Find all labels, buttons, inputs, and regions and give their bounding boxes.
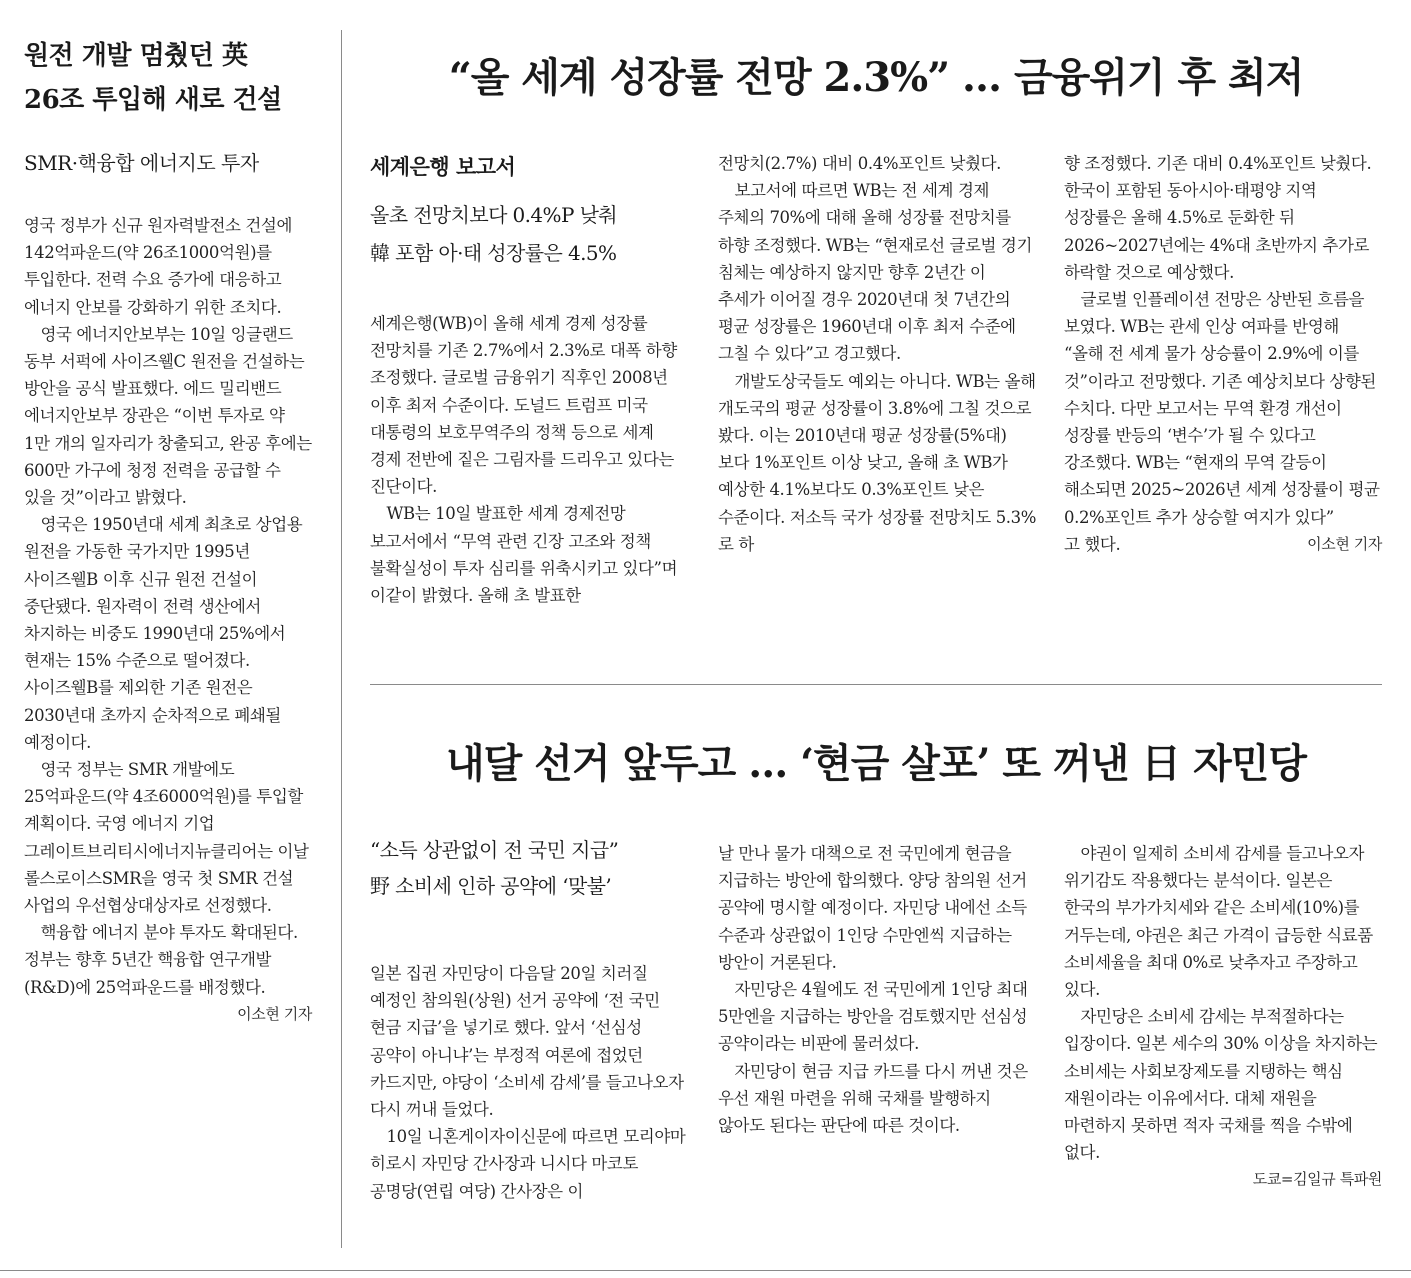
top-article-paragraph: WB는 10일 발표한 세계 경제전망 보고서에서 “무역 관련 긴장 고조와 정책 불확실성이 투자 심리를 위축시키고 있다”며 이같이 밝혔다. 올해 초 발표한 [370, 504, 678, 606]
top-article-paragraph: 글로벌 인플레이션 전망은 상반된 흐름을 보였다. WB는 관세 인상 여파를 반영해 “올해 전 세계 물가 상승률이 2.9%에 이를 것”이라고 전망했다. 기존 예상치보다 상향된 수치다. 다만 보고서는 무역 환경 개선이 성장률 반등의 ‘변수’가 될 수 있다고 강조했다. WB는 “현재의 무역 갈등이 해소되면 2025~2026년 세계 성장률이 평균 0.2%포인트 추가 상승할 여지가 있다” [1064, 290, 1380, 527]
bottom-article-subhead-line2: 野 소비세 인하 공약에 ‘맞불’ [370, 874, 612, 898]
bottom-article-paragraph: 자민당은 소비세 감세는 부적절하다는 입장이다. 일본 세수의 30% 이상을 차지하는 소비세는 사회보장제도를 지탱하는 핵심 재원이라는 이유에서다. 대체 재원을 마련하지 못하면 적자 국채를 찍을 수밖에 없다. [1064, 1007, 1378, 1163]
article-divider [370, 684, 1382, 685]
left-article-body [24, 212, 312, 1028]
bottom-article-paragraph: 날 만나 물가 대책으로 전 국민에게 현금을 지급하는 방안에 합의했다. 양당 참의원 선거 공약에 명시할 예정이다. 자민당 내에선 소득 수준과 상관없이 1인당 수만엔씩 지급하는 방안이 거론된다. [718, 844, 1027, 972]
top-article-byline: 이소현 기자 [1307, 534, 1382, 553]
bottom-article-paragraph: 자민당이 현금 지급 카드를 다시 꺼낸 것은 우선 재원 마련을 위해 국채를 발행하지 않아도 된다는 판단에 따른 것이다. [718, 1061, 1028, 1136]
column-divider [341, 30, 342, 1248]
top-article-subhead [370, 196, 690, 272]
top-article-column-3 [1064, 150, 1382, 558]
top-article-paragraph: 향 조정했다. 기존 대비 0.4%포인트 낮췄다. 한국이 포함된 동아시아·태평양 지역 성장률은 올해 4.5%로 둔화한 뒤 2026~2027년에는 4%대 초반까지 추가로 하락할 것으로 예상했다. [1064, 154, 1372, 282]
top-article-last-row [1064, 531, 1382, 558]
top-article-subhead-line1: 올초 전망치보다 0.4%P 낮춰 [370, 203, 618, 227]
left-article-subtitle: SMR·핵융합 에너지도 투자 [24, 151, 259, 175]
bottom-article-column-2 [718, 840, 1036, 1139]
left-article-headline-line1: 원전 개발 멈췄던 英 [24, 41, 248, 71]
left-article-paragraph: 영국 정부가 신규 원자력발전소 건설에 142억파운드(약 26조1000억원)를 투입한다. 전력 수요 증가에 대응하고 에너지 안보를 강화하기 위한 조치다. [24, 216, 293, 317]
top-article-paragraph: 보고서에 따르면 WB는 전 세계 경제 주체의 70%에 대해 올해 성장률 전망치를 하향 조정했다. WB는 “현재로선 글로벌 경기 침체는 예상하지 않지만 향후 2년간 이 추세가 이어질 경우 2020년대 첫 7년간의 평균 성장률은 1960년대 이후 최저 수준에 그칠 수 있다”고 경고했다. [718, 181, 1033, 364]
bottom-article-subhead-line1: “소득 상관없이 전 국민 지급” [370, 838, 619, 862]
top-article-label: 세계은행 보고서 [370, 154, 516, 179]
left-article-paragraph: 영국 에너지안보부는 10일 잉글랜드 동부 서퍽에 사이즈웰C 원전을 건설하는 방안을 공식 발표했다. 에드 밀리밴드 에너지안보부 장관은 “이번 투자로 약 1만 개의 일자리가 창출되고, 완공 후에는 600만 가구에 청정 전력을 공급할 수 있을 것”이라고 밝혔다. [24, 324, 312, 508]
left-article-last-row [24, 919, 312, 1001]
top-article-closing-text: 고 했다. [1064, 534, 1121, 554]
bottom-article-column-3 [1064, 840, 1382, 1194]
top-article-subhead-line2: 韓 포함 아·태 성장률은 4.5% [370, 241, 617, 265]
left-article-headline [24, 34, 324, 122]
top-article-paragraph: 세계은행(WB)이 올해 세계 경제 성장률 전망치를 기존 2.7%에서 2.3%로 대폭 하향 조정했다. 글로벌 금융위기 직후인 2008년 이후 최저 수준이다. 도널드 트럼프 미국 대통령의 보호무역주의 정책 등으로 세계 경제 전반에 짙은 그림자를 드리우고 있다는 진단이다. [370, 314, 677, 497]
top-article-column-1 [370, 310, 688, 609]
left-article-paragraph: 핵융합 에너지 분야 투자도 확대된다. 정부는 향후 5년간 핵융합 연구개발(R&D)에 25억파운드를 배정했다. [24, 923, 298, 997]
left-article-byline: 이소현 기자 [237, 1004, 312, 1023]
top-article-paragraph: 전망치(2.7%) 대비 0.4%포인트 낮췄다. [718, 154, 1002, 173]
left-article-paragraph: 영국은 1950년대 세계 최초로 상업용 원전을 가동한 국가지만 1995년 사이즈웰B 이후 신규 원전 건설이 중단됐다. 원자력이 전력 생산에서 차지하는 비중도 1990년대 25%에서 현재는 15% 수준으로 떨어졌다. 사이즈웰B를 제외한 기존 원전은 2030년대 초까지 순차적으로 폐쇄될 예정이다. [24, 515, 303, 752]
bottom-article-paragraph: 일본 집권 자민당이 다음달 20일 치러질 예정인 참의원(상원) 선거 공약에 ‘전 국민 현금 지급’을 넣기로 했다. 앞서 ‘선심성 공약이 아니냐’는 부정적 여론에 접었던 카드지만, 야당이 ‘소비세 감세’를 들고나오자 다시 꺼내 들었다. [370, 964, 684, 1120]
bottom-article-headline: 내달 선거 앞두고 … ‘현금 살포’ 또 꺼낸 日 자민당 [445, 740, 1307, 787]
bottom-article-paragraph: 야권이 일제히 소비세 감세를 들고나오자 위기감도 작용했다는 분석이다. 일본은 한국의 부가가치세와 같은 소비세(10%)를 거두는데, 야권은 최근 가격이 급등한 식료품 소비세율을 최대 0%로 낮추자고 주장하고 있다. [1064, 844, 1373, 1000]
page-bottom-rule [0, 1270, 1411, 1271]
left-article-paragraph: 영국 정부는 SMR 개발에도 25억파운드(약 4조6000억원)를 투입할 계획이다. 국영 에너지 기업 그레이트브리티시에너지뉴클리어는 이날 롤스로이스SMR을 영국 첫 SMR 건설 사업의 우선협상대상자로 선정했다. [24, 760, 309, 916]
left-article-headline-line2: 26조 투입해 새로 건설 [24, 85, 282, 115]
bottom-article-column-1 [370, 960, 688, 1205]
bottom-article-subhead [370, 832, 690, 904]
top-article-paragraph: 개발도상국들도 예외는 아니다. WB는 올해 개도국의 평균 성장률이 3.8%에 그칠 것으로 봤다. 이는 2010년대 평균 성장률(5%대)보다 1%포인트 이상 낮고, 올해 초 WB가 예상한 4.1%보다도 0.3%포인트 낮은 수준이다. 저소득 국가 성장률 전망치도 5.3%로 하 [718, 371, 1037, 554]
top-article-headline: “올 세계 성장률 전망 2.3%” … 금융위기 후 최저 [448, 54, 1304, 101]
bottom-article-paragraph: 자민당은 4월에도 전 국민에게 1인당 최대 5만엔을 지급하는 방안을 검토했지만 선심성 공약이라는 비판에 물러섰다. [718, 980, 1028, 1054]
bottom-article-paragraph: 10일 니혼게이자이신문에 따르면 모리야마 히로시 자민당 간사장과 니시다 마코토 공명당(연립 여당) 간사장은 이 [370, 1127, 686, 1201]
bottom-article-byline: 도쿄=김일규 특파원 [1252, 1170, 1382, 1189]
top-article-column-2 [718, 150, 1036, 558]
